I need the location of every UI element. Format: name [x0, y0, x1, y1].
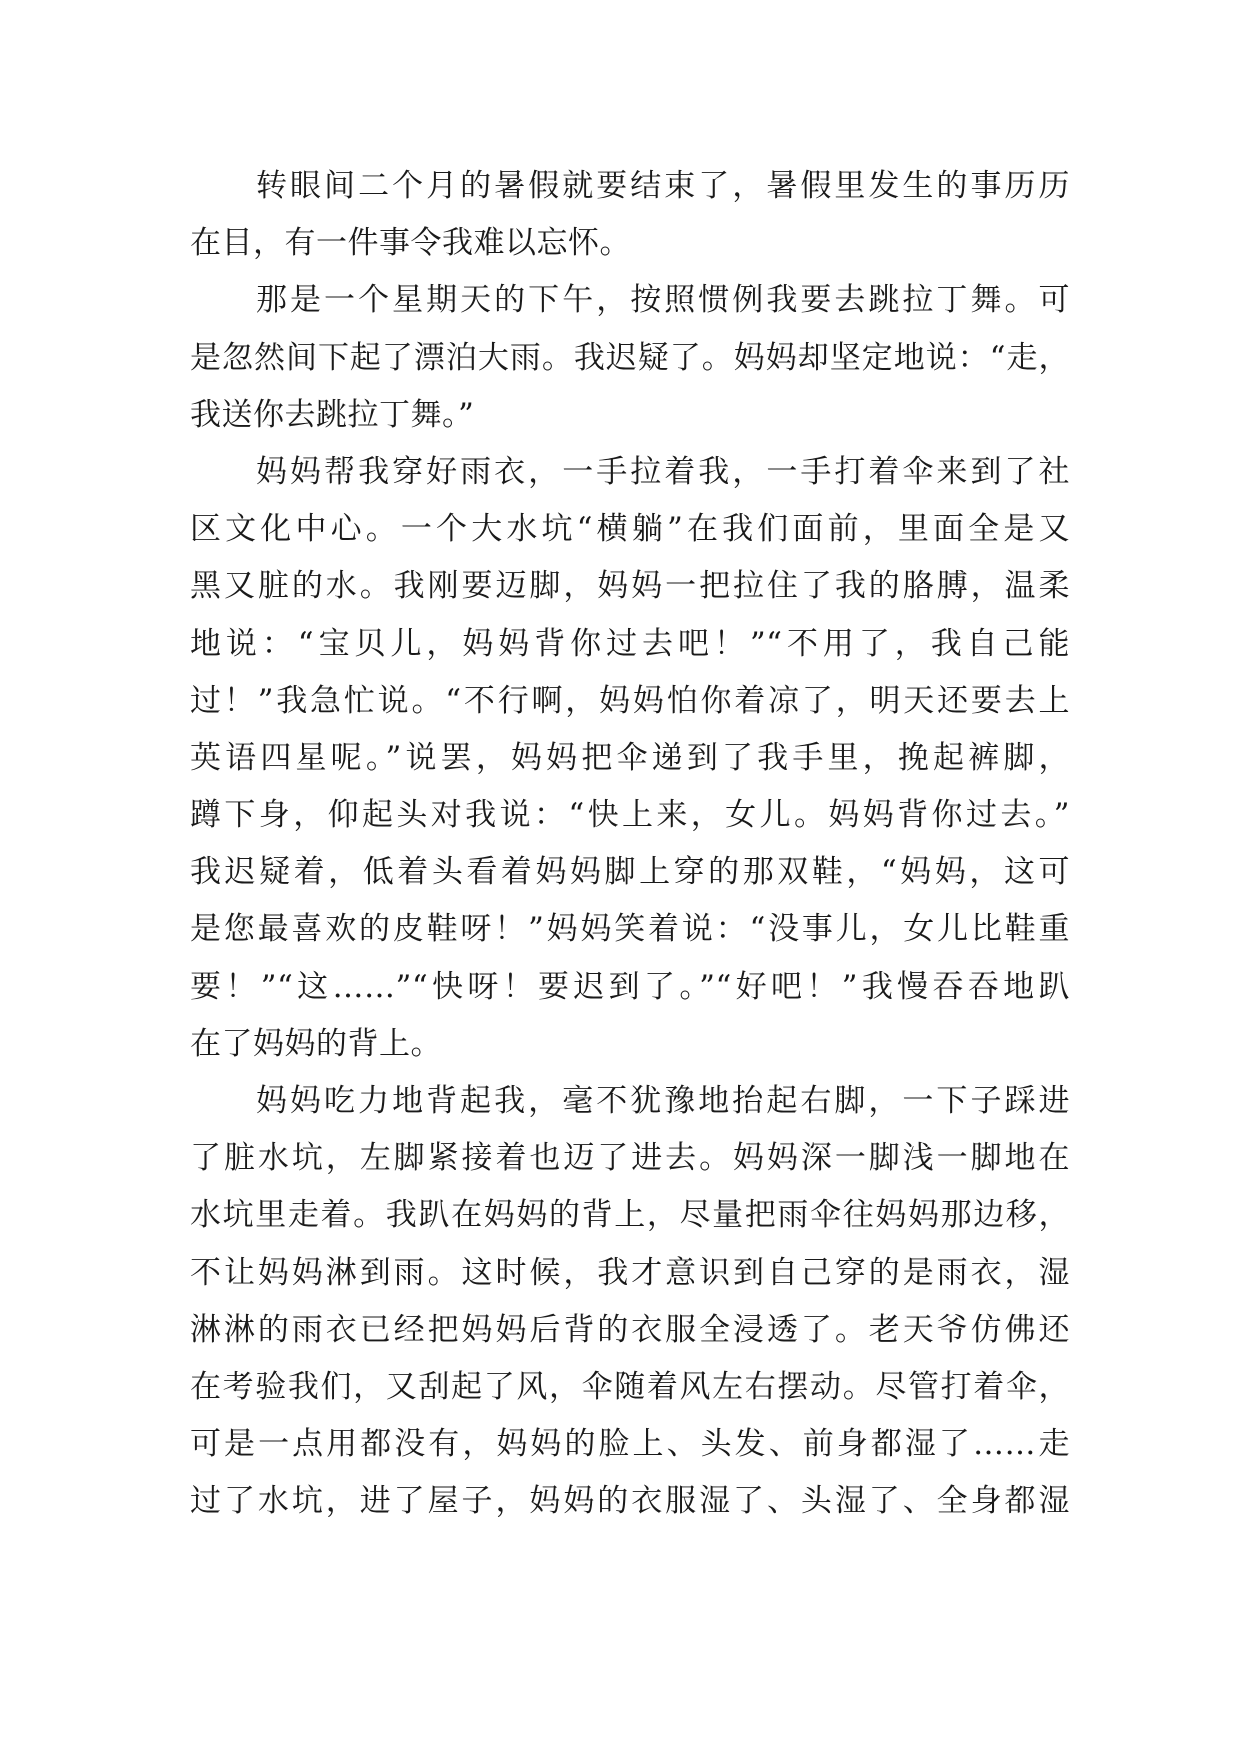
text-line: 过了水坑，进了屋子，妈妈的衣服湿了、头湿了、全身都湿 — [190, 1483, 1070, 1520]
text-line: 我送你去跳拉丁舞。” — [190, 396, 475, 433]
text-line: 在目，有一件事令我难以忘怀。 — [190, 225, 631, 262]
text-line: 可是一点用都没有，妈妈的脸上、头发、前身都湿了……走 — [190, 1426, 1070, 1463]
text-line: 妈妈吃力地背起我，毫不犹豫地抬起右脚，一下子踩进 — [256, 1083, 1070, 1119]
text-line: 转眼间二个月的暑假就要结束了，暑假里发生的事历历 — [256, 168, 1070, 204]
text-line: 地说：“宝贝儿，妈妈背你过去吧！”“不用了，我自己能 — [190, 625, 1070, 662]
text-line: 那是一个星期天的下午，按照惯例我要去跳拉丁舞。可 — [256, 282, 1070, 319]
text-line: 在了妈妈的背上。 — [190, 1025, 442, 1062]
text-line: 黑又脏的水。我刚要迈脚，妈妈一把拉住了我的胳膊，温柔 — [190, 568, 1070, 605]
text-line: 不让妈妈淋到雨。这时候，我才意识到自己穿的是雨衣，湿 — [190, 1254, 1070, 1291]
text-line: 过！”我急忙说。“不行啊，妈妈怕你着凉了，明天还要去上 — [190, 682, 1070, 719]
essay-body — [190, 158, 1070, 1531]
text-line: 区文化中心。一个大水坑“横躺”在我们面前，里面全是又 — [190, 511, 1070, 548]
text-line: 英语四星呢。”说罢，妈妈把伞递到了我手里，挽起裤脚， — [190, 739, 1070, 776]
text-line: 是忽然间下起了漂泊大雨。我迟疑了。妈妈却坚定地说：“走， — [190, 339, 1070, 376]
text-line: 妈妈帮我穿好雨衣，一手拉着我，一手打着伞来到了社 — [256, 453, 1070, 490]
text-line: 我迟疑着，低着头看着妈妈脚上穿的那双鞋，“妈妈，这可 — [190, 854, 1070, 891]
text-line: 要！”“这……”“快呀！要迟到了。”“好吧！”我慢吞吞地趴 — [190, 968, 1070, 1005]
text-line: 淋淋的雨衣已经把妈妈后背的衣服全浸透了。老天爷仿佛还 — [190, 1311, 1070, 1348]
text-line: 蹲下身，仰起头对我说：“快上来，女儿。妈妈背你过去。” — [190, 797, 1070, 834]
text-line: 在考验我们，又刮起了风，伞随着风左右摆动。尽管打着伞， — [190, 1368, 1070, 1405]
text-line: 了脏水坑，左脚紧接着也迈了进去。妈妈深一脚浅一脚地在 — [190, 1140, 1070, 1177]
text-line: 水坑里走着。我趴在妈妈的背上，尽量把雨伞往妈妈那边移， — [190, 1197, 1070, 1234]
text-line: 是您最喜欢的皮鞋呀！”妈妈笑着说：“没事儿，女儿比鞋重 — [190, 911, 1070, 948]
